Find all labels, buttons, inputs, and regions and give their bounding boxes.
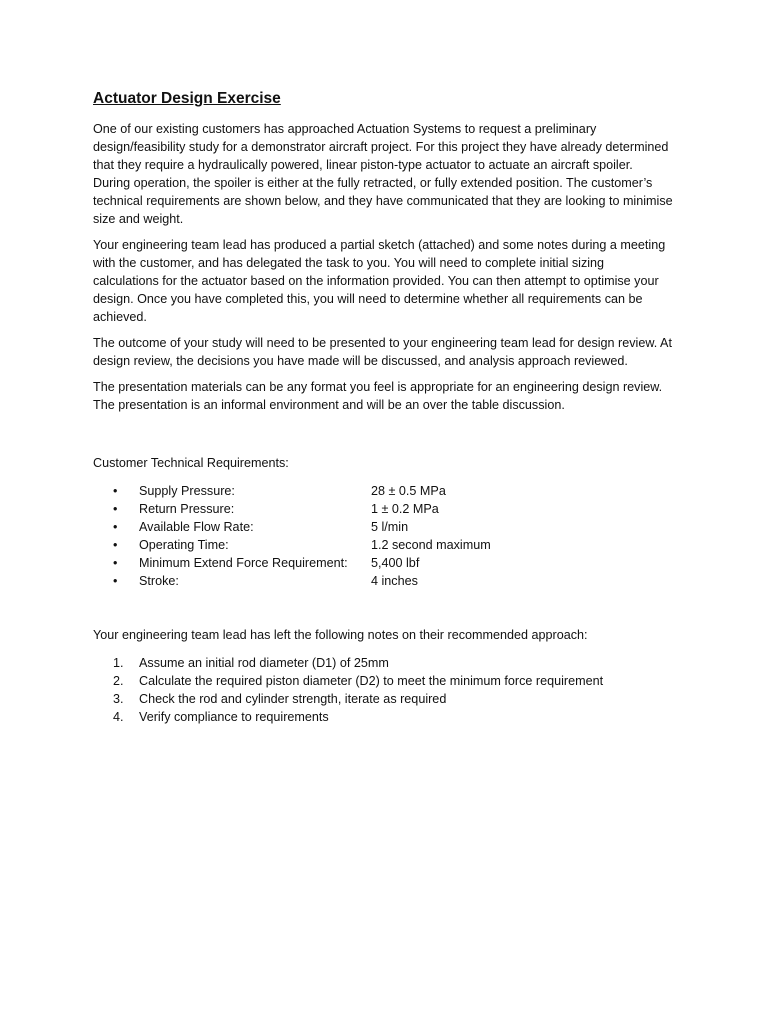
- step-number: 3.: [113, 692, 124, 706]
- requirements-list: [93, 482, 673, 590]
- requirement-label: Stroke:: [139, 574, 179, 588]
- requirement-label: Available Flow Rate:: [139, 520, 254, 534]
- requirement-value: 1.2 second maximum: [371, 538, 491, 552]
- bullet-icon: •: [113, 520, 118, 534]
- step-number: 1.: [113, 656, 124, 670]
- step-text: Verify compliance to requirements: [139, 710, 329, 724]
- step-number: 4.: [113, 710, 124, 724]
- requirement-item: [93, 482, 673, 500]
- approach-step: [93, 708, 673, 726]
- requirement-item: [93, 554, 673, 572]
- requirement-label: Operating Time:: [139, 538, 229, 552]
- step-text: Assume an initial rod diameter (D1) of 25mm: [139, 656, 389, 670]
- approach-steps-list: [93, 654, 673, 726]
- document-title: Actuator Design Exercise: [93, 90, 281, 107]
- paragraph-presentation: The presentation materials can be any format you feel is appropriate for an engineering design review. The presentation is an informal environment and will be an over the table discussion.: [93, 380, 663, 412]
- notes-heading: Your engineering team lead has left the following notes on their recommended approach:: [93, 628, 588, 642]
- document-page: [93, 88, 673, 726]
- paragraph-review: The outcome of your study will need to be presented to your engineering team lead for design review. At design review, the decisions you have made will be discussed, and analysis approach reviewed.: [93, 336, 672, 368]
- step-text: Calculate the required piston diameter (D2) to meet the minimum force requirement: [139, 674, 604, 688]
- approach-step: [93, 690, 673, 708]
- bullet-icon: •: [113, 538, 118, 552]
- requirement-label: Supply Pressure:: [139, 484, 235, 498]
- requirement-value: 5,400 lbf: [371, 556, 420, 570]
- approach-step: [93, 654, 673, 672]
- requirement-value: 5 l/min: [371, 520, 409, 534]
- requirement-item: [93, 518, 673, 536]
- step-text: Check the rod and cylinder strength, iterate as required: [139, 692, 447, 706]
- requirement-label: Minimum Extend Force Requirement:: [139, 556, 348, 570]
- paragraph-intro: One of our existing customers has approached Actuation Systems to request a preliminary design/feasibility study for a demonstrator aircraft project. For this project they have already determined that they require a hydraulically powered, linear piston-type actuator to actuate an aircraft spoiler. During operation, the spoiler is either at the fully retracted, or fully extended position. The customer’s technical requirements are shown below, and they have communicated that they are looking to minimise size and weight.: [93, 122, 673, 226]
- bullet-icon: •: [113, 484, 118, 498]
- step-number: 2.: [113, 674, 124, 688]
- requirement-value: 28 ± 0.5 MPa: [371, 484, 446, 498]
- paragraph-task: Your engineering team lead has produced a partial sketch (attached) and some notes during a meeting with the customer, and has delegated the task to you. You will need to complete initial sizing calculations for the actuator based on the information provided. You can then attempt to optimise your design. Once you have completed this, you will need to determine whether all requirements can be achieved.: [93, 238, 666, 324]
- requirement-label: Return Pressure:: [139, 502, 235, 516]
- requirement-item: [93, 536, 673, 554]
- requirements-heading: Customer Technical Requirements:: [93, 456, 289, 470]
- requirement-item: [93, 572, 673, 590]
- requirement-item: [93, 500, 673, 518]
- bullet-icon: •: [113, 556, 118, 570]
- requirement-value: 4 inches: [371, 574, 418, 588]
- requirement-value: 1 ± 0.2 MPa: [371, 502, 439, 516]
- approach-step: [93, 672, 673, 690]
- bullet-icon: •: [113, 574, 118, 588]
- bullet-icon: •: [113, 502, 118, 516]
